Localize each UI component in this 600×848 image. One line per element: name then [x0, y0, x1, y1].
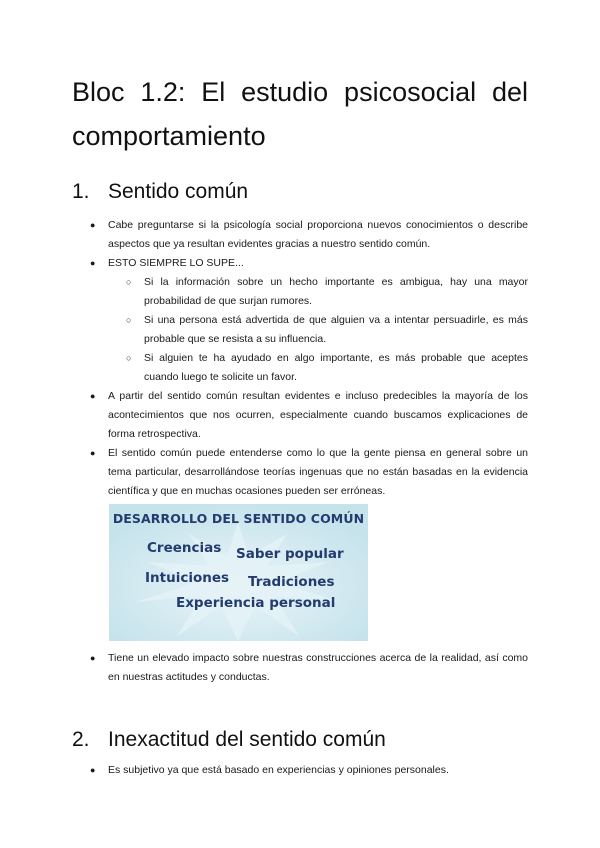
sub-list-item	[90, 349, 528, 387]
bullet-icon: ●	[90, 653, 96, 663]
figure-title: DESARROLLO DEL SENTIDO COMÚN	[112, 511, 365, 526]
bullet-icon: ●	[90, 765, 96, 775]
section-heading-sentido-comun	[72, 178, 248, 206]
document-title: Bloc 1.2: El estudio psicosocial del comportamiento	[72, 77, 528, 151]
sub-list-container	[90, 273, 528, 387]
sub-list-item-text: Si una persona está advertida de que alguien va a intentar persuadirle, es más probable que se resista a su influencia.	[144, 314, 528, 345]
figure-word-experiencia-personal: Experiencia personal	[176, 595, 336, 611]
sentido-comun-figure	[109, 504, 368, 641]
figure-word-saber-popular: Saber popular	[236, 546, 344, 562]
sub-list-item-text: Si la información sobre un hecho importante es ambigua, hay una mayor probabilidad de que surjan rumores.	[144, 276, 528, 307]
bullet-list	[90, 216, 528, 501]
list-item	[90, 254, 528, 273]
section-number: 2.	[72, 728, 90, 751]
list-item-text: A partir del sentido común resultan evidentes e incluso predecibles la mayoría de los acontecimientos que nos ocurren, especialmente cuando buscamos explicaciones de forma retrospectiva.	[108, 390, 528, 440]
list-item	[90, 761, 528, 780]
figure-word-intuiciones: Intuiciones	[145, 570, 230, 586]
section-title: Inexactitud del sentido común	[108, 728, 386, 751]
bullet-icon: ●	[90, 391, 96, 401]
list-item	[90, 387, 528, 444]
bullet-icon: ●	[90, 258, 96, 268]
sub-list-item	[90, 273, 528, 311]
hollow-bullet-icon: ○	[126, 353, 132, 363]
bullet-icon: ●	[90, 448, 96, 458]
sub-list-item-text: Si alguien te ha ayudado en algo importante, es más probable que aceptes cuando luego te solicite un favor.	[144, 352, 528, 383]
hollow-bullet-icon: ○	[126, 277, 132, 287]
sub-list-item	[90, 311, 528, 349]
section-number: 1.	[72, 180, 90, 203]
list-item-text: ESTO SIEMPRE LO SUPE...	[108, 257, 244, 269]
list-item-text: El sentido común puede entenderse como lo que la gente piensa en general sobre un tema particular, desarrollándose teorías ingenuas que no están basadas en la evidencia científica y que en muchas ocasiones pueden ser erróneas.	[108, 447, 528, 497]
figure-word-creencias: Creencias	[147, 540, 222, 556]
list-item	[90, 649, 528, 687]
list-item-text: Tiene un elevado impacto sobre nuestras construcciones acerca de la realidad, así como en nuestras actitudes y conductas.	[108, 652, 528, 683]
list-item	[90, 216, 528, 254]
bullet-icon: ●	[90, 220, 96, 230]
section-heading-inexactitud	[72, 726, 386, 754]
list-item	[90, 444, 528, 501]
hollow-bullet-icon: ○	[126, 315, 132, 325]
list-item-text: Es subjetivo ya que está basado en experiencias y opiniones personales.	[108, 764, 449, 776]
figure-word-tradiciones: Tradiciones	[248, 574, 335, 590]
section-title: Sentido común	[108, 180, 249, 203]
sub-bullet-list	[90, 273, 528, 387]
bullet-list	[90, 649, 528, 687]
list-item-text: Cabe preguntarse si la psicología social proporciona nuevos conocimientos o describe aspectos que ya resultan evidentes gracias a nuestro sentido común.	[108, 219, 528, 250]
bullet-list	[90, 761, 528, 780]
